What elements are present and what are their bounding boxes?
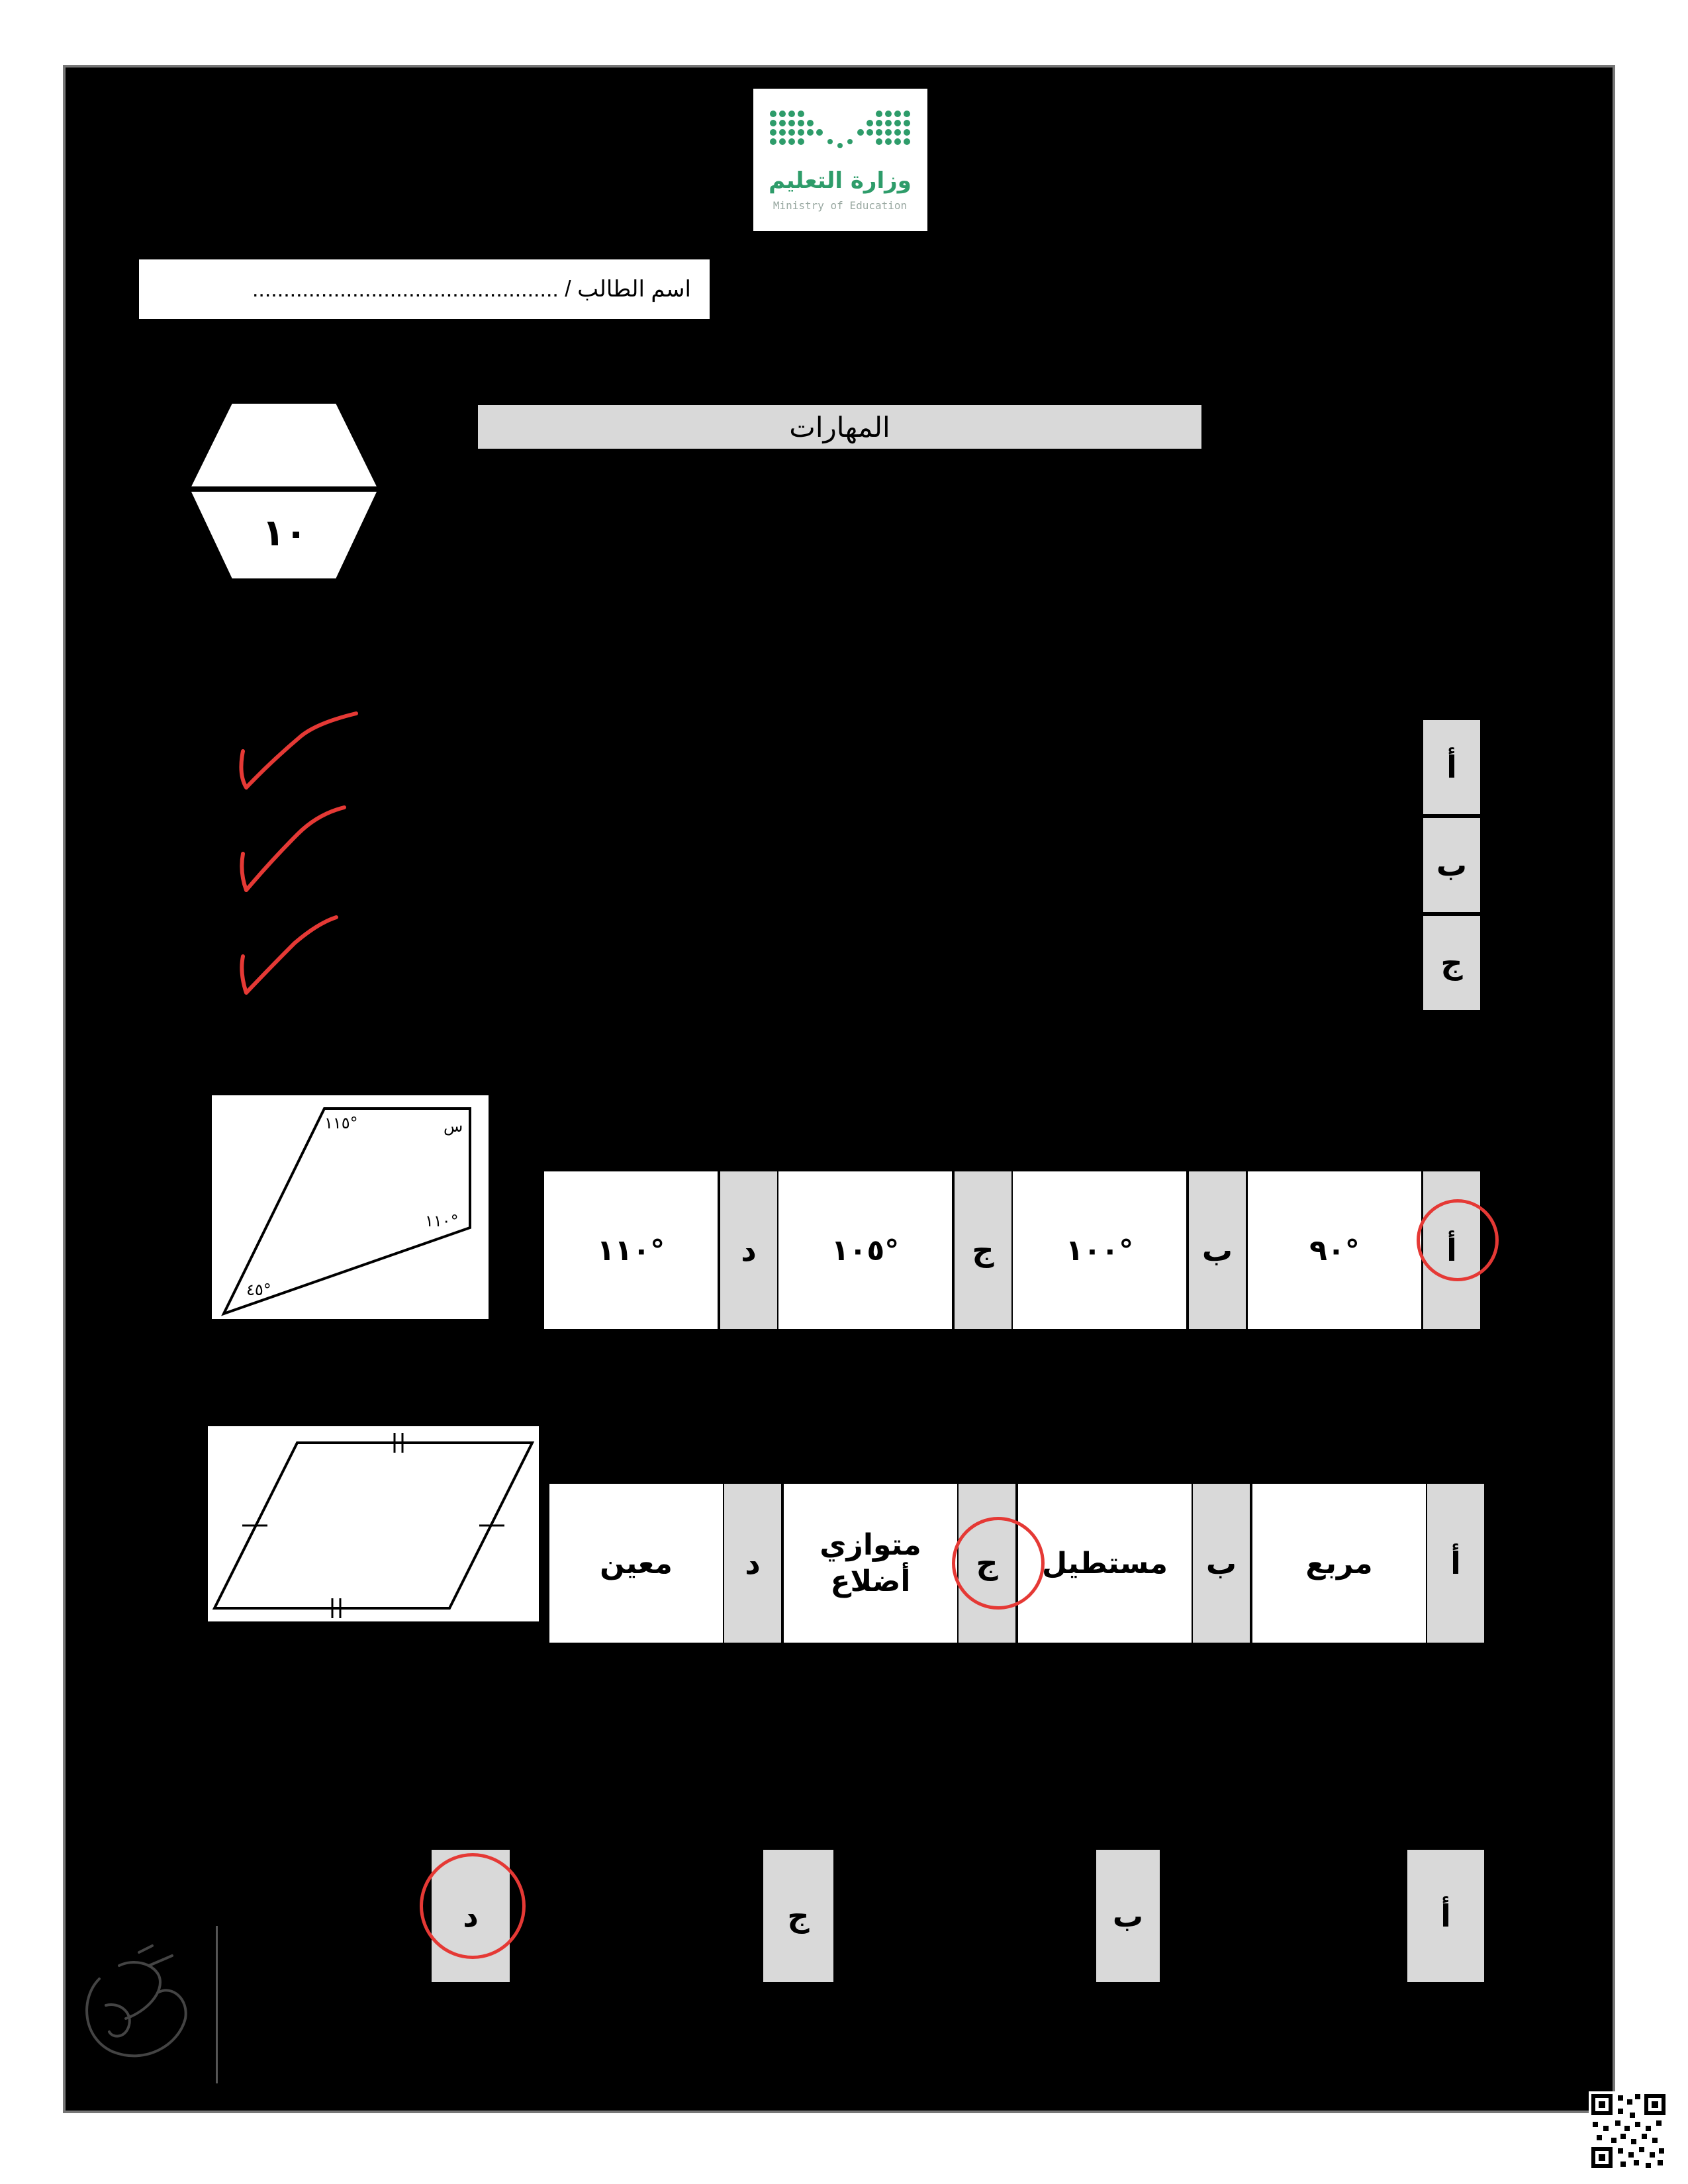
check-mark-icon	[242, 807, 344, 890]
angle-label-s: س	[444, 1117, 463, 1136]
divider-line	[216, 1926, 218, 2083]
last-option-letter-a[interactable]: أ	[1407, 1850, 1484, 1982]
angle-label-110: ١١٠°	[425, 1212, 459, 1230]
shape-option-text-d[interactable]: معين	[549, 1484, 723, 1643]
shape-option-letter-a[interactable]: أ	[1427, 1484, 1484, 1643]
check-label-a: أ	[1423, 720, 1480, 814]
angle-label-115: ١١٥°	[324, 1114, 358, 1132]
ministry-name-ar: وزارة التعليم	[769, 167, 912, 194]
angle-option-letter-b[interactable]: ب	[1189, 1171, 1246, 1329]
angle-option-letter-a[interactable]: أ	[1423, 1171, 1480, 1329]
ministry-logo	[753, 89, 927, 231]
angle-option-text-d[interactable]: ١١٠°	[544, 1171, 718, 1329]
angle-label-45: ٤٥°	[246, 1281, 271, 1299]
angle-option-text-a[interactable]: ٩٠°	[1248, 1171, 1421, 1329]
quadrilateral-figure	[212, 1095, 489, 1319]
answer-circle	[1417, 1199, 1499, 1281]
last-option-letter-c[interactable]: ج	[763, 1850, 833, 1982]
qr-code-icon	[1589, 2091, 1668, 2171]
score-value: ١٠	[261, 511, 308, 555]
parallelogram-diagram	[208, 1426, 539, 1621]
skills-title-bar	[478, 405, 1201, 449]
check-label-c: ج	[1423, 916, 1480, 1010]
last-option-letter-d[interactable]: د	[432, 1850, 510, 1982]
check-mark-icon	[242, 917, 336, 993]
quadrilateral-diagram	[212, 1095, 489, 1319]
last-option-letter-b[interactable]: ب	[1096, 1850, 1160, 1982]
shape-option-letter-d[interactable]: د	[724, 1484, 781, 1643]
angle-option-text-c[interactable]: ١٠٥°	[778, 1171, 952, 1329]
answer-circle	[420, 1853, 526, 1959]
parallelogram-figure	[208, 1426, 539, 1621]
angle-option-letter-c[interactable]: ج	[955, 1171, 1011, 1329]
shape-option-text-b[interactable]: مستطيل	[1018, 1484, 1192, 1643]
shape-option-letter-b[interactable]: ب	[1193, 1484, 1250, 1643]
student-name-label: اسم الطالب / .................................................	[252, 277, 691, 302]
ministry-logo-icon	[753, 89, 927, 231]
signature-mark-icon	[73, 1939, 199, 2071]
shape-option-letter-c[interactable]: ج	[959, 1484, 1015, 1643]
angle-option-letter-d[interactable]: د	[720, 1171, 777, 1329]
shape-option-text-a[interactable]: مربع	[1252, 1484, 1426, 1643]
answer-circle	[952, 1517, 1045, 1610]
skills-title: المهارات	[789, 411, 890, 443]
page-frame	[63, 65, 1615, 2113]
shape-option-text-c[interactable]: متوازي أضلاع	[784, 1484, 957, 1643]
check-marks	[232, 702, 364, 1019]
check-label-b: ب	[1423, 818, 1480, 912]
angle-option-text-b[interactable]: ١٠٠°	[1013, 1171, 1186, 1329]
ministry-name-en: Ministry of Education	[773, 199, 908, 212]
check-mark-icon	[241, 713, 356, 788]
student-name-field[interactable]	[139, 259, 710, 319]
